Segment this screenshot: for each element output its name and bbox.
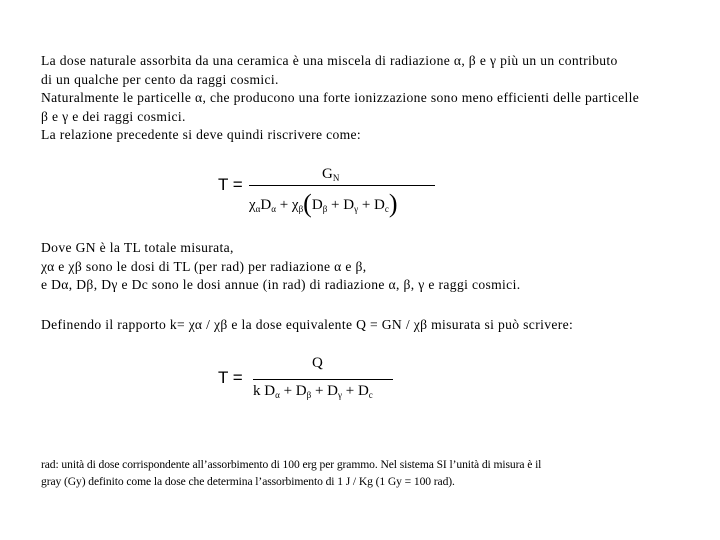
definitions-paragraph <box>41 239 711 295</box>
footnote <box>41 456 711 490</box>
ratio-line-1: Definendo il rapporto k= χα / χβ e la dose equivalente Q = GN / χβ misurata si può scrivere: <box>41 317 574 332</box>
footnote-line-1: rad: unità di dose corrispondente all’assorbimento di 100 erg per grammo. Nel sistema SI l’unità di misura è il <box>41 458 542 471</box>
equation-1-denominator: $\chi_\alpha D_\alpha + \chi_\beta(D_\beta + D_\gamma + D_c)$ <box>249 189 398 218</box>
ratio-paragraph <box>41 316 711 335</box>
intro-line-1: La dose naturale assorbita da una ceramica è una miscela di radiazione α, β e γ più un un contributo <box>41 53 618 68</box>
equation-2-lhs: T = <box>218 368 243 387</box>
equation-2-fraction-bar <box>253 379 393 380</box>
intro-line-4: β e γ e dei raggi cosmici. <box>41 108 186 124</box>
definitions-line-3: e Dα, Dβ, Dγ e Dc sono le dosi annue (in rad) di radiazione α, β, γ e raggi cosmici. <box>41 277 521 292</box>
intro-line-5: La relazione precedente si deve quindi riscrivere come: <box>41 127 362 142</box>
definitions-line-2: χα e χβ sono le dosi di TL (per rad) per radiazione α e β, <box>41 258 367 274</box>
equation-2-numerator: Q <box>312 355 323 371</box>
definitions-line-1: Dove GN è la TL totale misurata, <box>41 240 234 255</box>
intro-line-2: di un qualche per cento da raggi cosmici. <box>41 71 279 87</box>
equation-1 <box>216 166 436 216</box>
equation-1-lhs: T = <box>218 175 243 194</box>
footnote-line-2: gray (Gy) definito come la dose che determina l’assorbimento di 1 J / Kg (1 Gy = 100 rad). <box>41 475 455 488</box>
intro-paragraph <box>41 52 711 145</box>
equation-1-numerator: $G_N$ <box>322 166 340 183</box>
intro-line-3: Naturalmente le particelle α, che producono una forte ionizzazione sono meno efficienti delle particelle <box>41 90 640 105</box>
equation-2-denominator: k $D_\alpha + D_\beta + D_\gamma + D_c$ <box>253 383 373 400</box>
equation-1-fraction-bar <box>249 185 435 186</box>
equation-2 <box>216 355 416 407</box>
